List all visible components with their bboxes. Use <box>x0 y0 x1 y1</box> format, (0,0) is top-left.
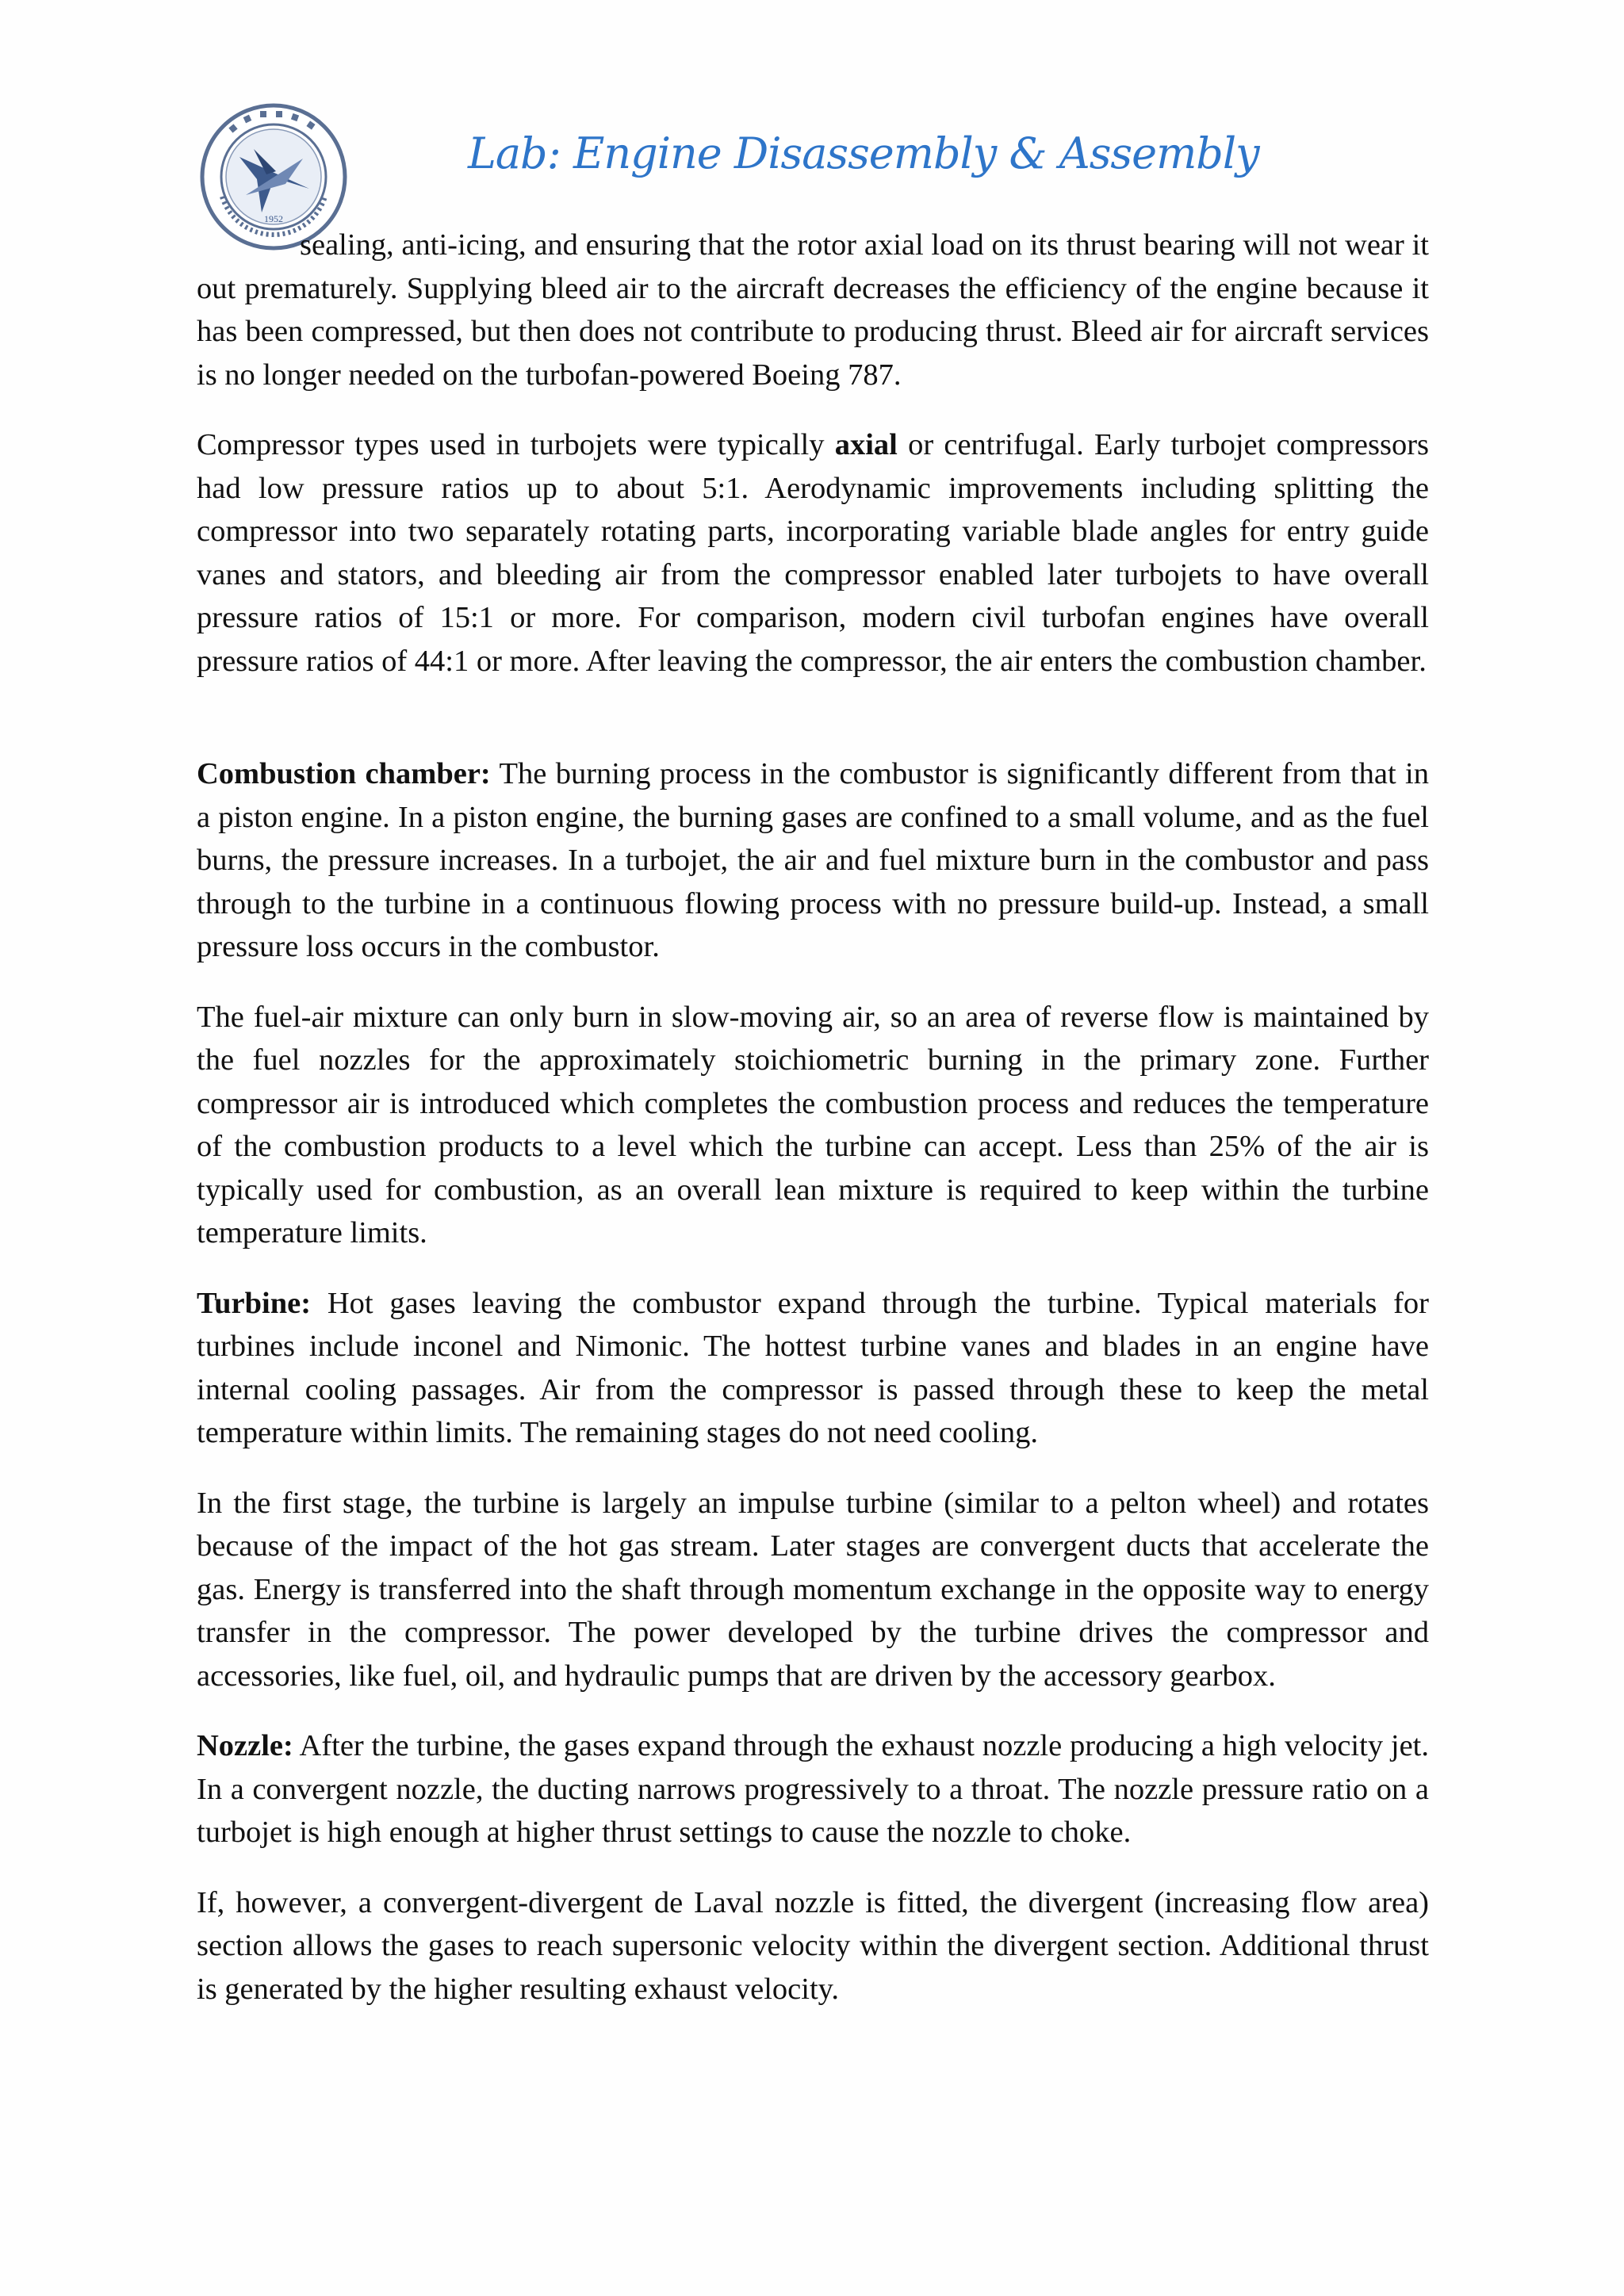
page-title: Lab: Engine Disassembly & Assembly <box>468 128 1259 178</box>
page-header <box>0 0 1624 238</box>
turbine-text: Hot gases leaving the combustor expand through the turbine. Typical materials for turbines include inconel and Nimonic. The hottest turbine vanes and blades in an engine have internal cooling passages. Air from the compressor is passed through these to keep the metal temperature within limits. The remaining stages do not need cooling. <box>197 1286 1429 1449</box>
paragraph-combustion-chamber <box>197 752 1429 969</box>
heading-combustion-chamber: Combustion chamber: <box>197 757 491 790</box>
compressor-text-start: Compressor types used in turbojets were typically <box>197 428 835 461</box>
logo-year: 1952 <box>264 213 283 224</box>
heading-turbine: Turbine: <box>197 1286 312 1320</box>
paragraph-turbine-stages: In the first stage, the turbine is largely an impulse turbine (similar to a pelton wheel) and rotates because of the impact of the hot gas stream. Later stages are convergent ducts that accelerate the gas. Energy is transferred into the shaft through momentum exchange in the opposite way to energy transfer in the compressor. The power developed by the turbine drives the compressor and accessories, like fuel, oil, and hydraulic pumps that are driven by the accessory gearbox. <box>197 1486 1429 1693</box>
paragraph-bleed-air: sealing, anti-icing, and ensuring that the rotor axial load on its thrust bearing will not wear it out prematurely. Supplying bleed air to the aircraft decreases the efficiency of the engine because it has been compressed, but then does not contribute to producing thrust. Bleed air for aircraft services is no longer needed on the turbofan-powered Boeing 787. <box>197 228 1429 392</box>
document-body <box>197 224 1429 2038</box>
paragraph-fuel-air-mixture: The fuel-air mixture can only burn in slow-moving air, so an area of reverse flow is maintained by the fuel nozzles for the approximately stoichiometric burning in the primary zone. Further compressor air is introduced which completes the combustion process and reduces the temperature of the combustion products to a level which the turbine can accept. Less than 25% of the air is typically used for combustion, as an overall lean mixture is required to keep within the turbine temperature limits. <box>197 1000 1429 1249</box>
paragraph-nozzle <box>197 1724 1429 1854</box>
paragraph-turbine <box>197 1282 1429 1455</box>
heading-nozzle: Nozzle: <box>197 1729 293 1762</box>
combustion-chamber-text: The burning process in the combustor is significantly different from that in a piston engine. In a piston engine, the burning gases are confined to a small volume, and as the fuel burns, the pressure increases. In a turbojet, the air and fuel mixture burn in the combustor and pass through to the turbine in a continuous flowing process with no pressure build-up. Instead, a small pressure loss occurs in the combustor. <box>197 757 1429 963</box>
nozzle-text: After the turbine, the gases expand through the exhaust nozzle producing a high velocity jet. In a convergent nozzle, the ducting narrows progressively to a throat. The nozzle pressure ratio on a turbojet is high enough at higher thrust settings to cause the nozzle to choke. <box>197 1729 1429 1849</box>
paragraph-de-laval-nozzle: If, however, a convergent-divergent de Laval nozzle is fitted, the divergent (increasing flow area) section allows the gases to reach supersonic velocity within the divergent section. Additional thrust is generated by the higher resulting exhaust velocity. <box>197 1885 1429 2006</box>
compressor-text-end: or centrifugal. Early turbojet compressors had low pressure ratios up to about 5:1. Aerodynamic improvements including splitting the compressor into two separately rotating parts, incorporating variable blade angles for entry guide vanes and stators, and bleeding air from the compressor enabled later turbojets to have overall pressure ratios of 15:1 or more. For comparison, modern civil turbofan engines have overall pressure ratios of 44:1 or more. After leaving the compressor, the air enters the combustion chamber. <box>197 428 1429 678</box>
term-axial: axial <box>834 428 898 461</box>
paragraph-compressor-types <box>197 423 1429 683</box>
